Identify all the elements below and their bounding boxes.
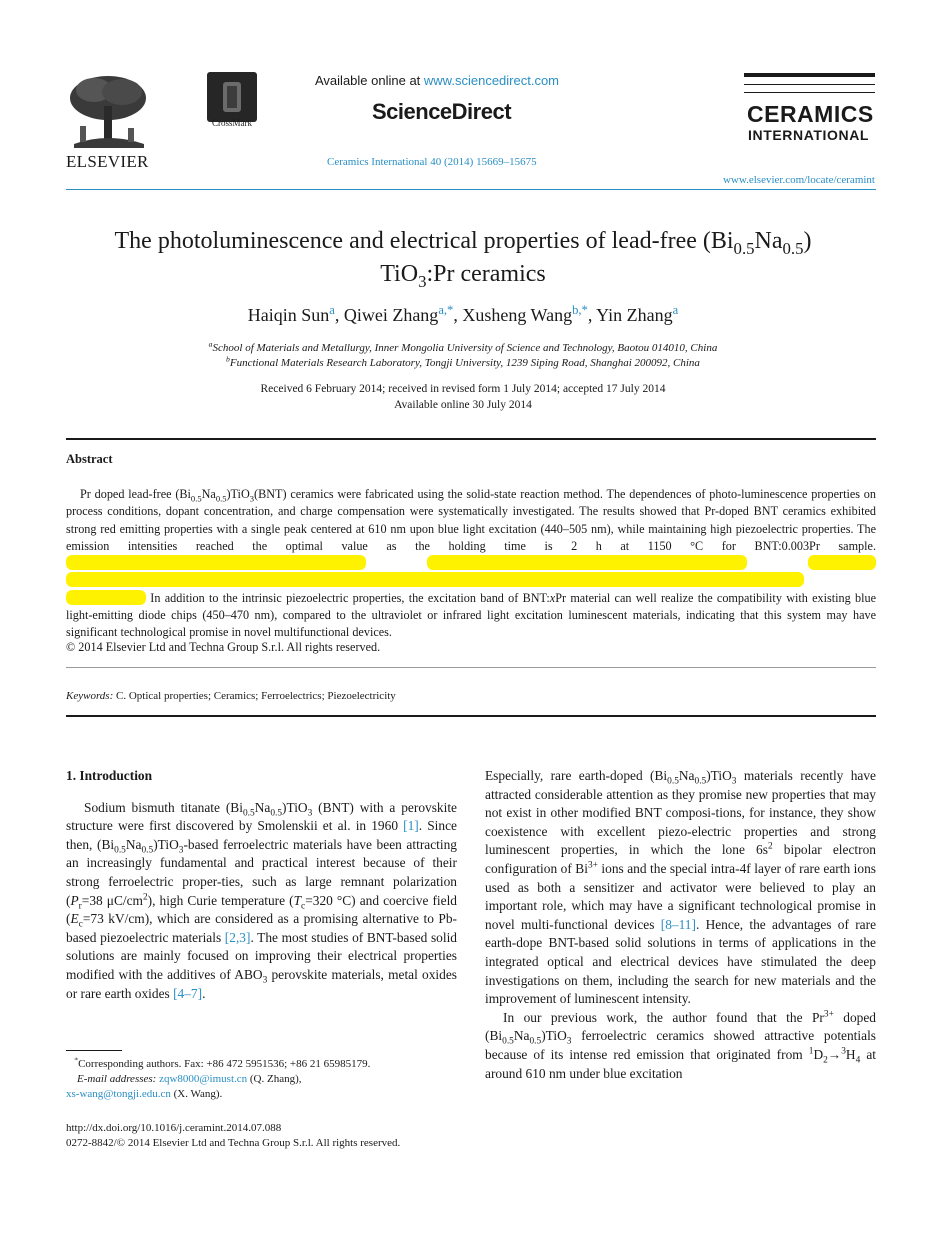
body-text: (BNT) with a perovskite structure were first discovered by Smolenskii et al. in 1960 bbox=[66, 799, 457, 834]
body-text: bipolar electron configuration of Bi bbox=[485, 842, 876, 876]
subscript: 0.5 bbox=[190, 493, 202, 504]
title-subscript: 0.5 bbox=[733, 238, 755, 258]
available-online-date: Available online 30 July 2014 bbox=[394, 399, 532, 411]
email-link[interactable]: xs-wang@tongji.edu.cn bbox=[66, 1088, 171, 1100]
redacted-highlight bbox=[66, 590, 146, 605]
crossmark-label: CrossMark bbox=[212, 118, 252, 128]
title-text: TiO bbox=[380, 261, 419, 287]
body-text: . Hence, the advantages of rare earth-dope BNT-based solid solutions in terms of applications in the integrated optical and electrical devices have stimulated the deep investigations on them, including the search for new materials and the improvement of luminescent intensity. bbox=[485, 916, 877, 1007]
subscript: 4 bbox=[855, 1055, 861, 1066]
citation-link[interactable]: [1] bbox=[403, 818, 419, 834]
superscript: 3 bbox=[841, 1046, 846, 1057]
publisher-logo-text: ELSEVIER bbox=[66, 152, 149, 171]
subscript: 3 bbox=[249, 493, 255, 504]
body-text: -based ferroelectric materials have been attracting an increasingly fundamental and practical interest because of their strong ferroelectric proper-ties, such as large remnant polarization ( bbox=[66, 836, 457, 908]
affiliation-b: Functional Materials Research Laboratory, Tongji University, 1239 Siping Road, Shanghai 200092, China bbox=[229, 357, 700, 369]
affiliation-mark: a bbox=[208, 339, 213, 349]
journal-logo-rule bbox=[744, 92, 875, 93]
body-text: )TiO bbox=[541, 1028, 567, 1044]
journal-reference-link[interactable]: Ceramics International 40 (2014) 15669–15675 bbox=[327, 156, 537, 168]
subscript: r bbox=[78, 901, 82, 912]
abstract-paragraph bbox=[66, 486, 876, 642]
body-text: Especially, rare earth-doped (Bi bbox=[485, 768, 668, 783]
abstract-divider bbox=[66, 667, 876, 668]
subscript: 0.5 bbox=[694, 776, 707, 787]
subscript: c bbox=[301, 901, 306, 912]
title-text: :Pr ceramics bbox=[426, 261, 546, 287]
body-text: )TiO bbox=[282, 799, 308, 815]
body-text: . Since then, (Bi bbox=[66, 818, 457, 852]
title-text: The photoluminescence and electrical properties of lead-free (Bi bbox=[114, 228, 734, 254]
subscript: 0.5 bbox=[114, 845, 126, 856]
journal-logo-rule bbox=[744, 73, 875, 77]
footnote-text: (Q. Zhang), bbox=[247, 1073, 302, 1085]
body-text: In our previous work, the author found that the Pr bbox=[503, 1009, 824, 1025]
subscript: 3 bbox=[178, 845, 184, 856]
author-list: Haiqin Sun$^a$, Qiwei Zhang$^{a,*}$, Xusheng Wang$^{b,*}$, Yin Zhang$^a$ bbox=[247, 303, 679, 325]
issn-copyright: 0272-8842/© 2014 Elsevier Ltd and Techna Group S.r.l. All rights reserved. bbox=[66, 1137, 401, 1149]
subscript: 0.5 bbox=[215, 493, 227, 504]
journal-logo-line2: INTERNATIONAL bbox=[748, 127, 870, 143]
citation-link[interactable]: [2,3] bbox=[224, 929, 251, 945]
keywords-label: Keywords: bbox=[66, 690, 114, 702]
sciencedirect-link[interactable]: www.sciencedirect.com bbox=[423, 73, 560, 88]
body-text: Na bbox=[254, 799, 271, 815]
available-online-line bbox=[315, 73, 559, 88]
abstract-text: In addition to the intrinsic piezoelectric properties, the excitation band of BNT: bbox=[146, 590, 550, 605]
title-divider bbox=[66, 438, 876, 440]
column-right bbox=[485, 767, 876, 1083]
title-subscript: 0.5 bbox=[782, 238, 804, 258]
affiliation-mark: b bbox=[226, 354, 230, 364]
superscript: 2 bbox=[767, 841, 773, 852]
subscript: 3 bbox=[262, 975, 268, 986]
subscript: 3 bbox=[307, 808, 313, 819]
body-text: H bbox=[845, 1046, 856, 1062]
journal-logo-rule bbox=[744, 84, 875, 85]
section-heading: 1. Introduction bbox=[66, 768, 153, 783]
subscript: 3 bbox=[731, 776, 737, 787]
received-dates: Received 6 February 2014; received in revised form 1 July 2014; accepted 17 July 2014 bbox=[260, 383, 666, 395]
subscript: 0.5 bbox=[502, 1036, 514, 1047]
affiliations bbox=[60, 341, 866, 371]
body-text: =320 °C) and coercive field ( bbox=[66, 892, 457, 927]
body-text: =73 kV/cm), which are considered as a promising alternative to Pb-based piezoelectric materials bbox=[66, 911, 457, 945]
superscript: 1 bbox=[808, 1046, 814, 1057]
article-history bbox=[60, 381, 866, 413]
body-text: ), high Curie temperature ( bbox=[147, 892, 294, 908]
body-text: materials recently have attracted considerable attention as they promise new properties that may not exist in other modified BNT composi-tions, for instance, they show coexistence with excellent piezo-electric properties and strong luminescent properties, in which the lone 6s bbox=[485, 768, 876, 858]
body-text: =38 μC/cm bbox=[81, 892, 143, 908]
abstract-heading: Abstract bbox=[66, 452, 113, 466]
title-text: ) bbox=[803, 228, 812, 254]
crossmark-icon[interactable] bbox=[207, 72, 257, 122]
subscript: 2 bbox=[823, 1055, 828, 1066]
superscript: 2 bbox=[142, 892, 148, 903]
footnote-mark: * bbox=[74, 1055, 79, 1065]
symbol: E bbox=[70, 911, 79, 927]
email-link[interactable]: zqw8000@imust.cn bbox=[159, 1073, 248, 1085]
subscript: 0.5 bbox=[141, 845, 154, 856]
author-name[interactable]: Haiqin Sun bbox=[247, 305, 330, 325]
body-text: . bbox=[202, 985, 206, 1001]
author-name[interactable]: Xusheng Wang bbox=[462, 305, 573, 325]
footnote-text: (X. Wang). bbox=[170, 1088, 223, 1100]
available-online-prefix: Available online at bbox=[315, 73, 424, 88]
column-left bbox=[66, 767, 457, 1003]
symbol: T bbox=[293, 892, 302, 908]
footnote-divider bbox=[66, 1050, 122, 1051]
journal-logo-line1: CERAMICS bbox=[747, 101, 874, 127]
title-subscript: 3 bbox=[418, 271, 427, 291]
keywords bbox=[66, 690, 396, 702]
affiliation-a: School of Materials and Metallurgy, Inner Mongolia University of Science and Technology, Baotou 014010, China bbox=[212, 342, 718, 354]
body-text: )TiO bbox=[706, 768, 732, 783]
author-name[interactable]: Qiwei Zhang bbox=[343, 305, 439, 325]
author-name[interactable]: Yin Zhang bbox=[596, 305, 673, 325]
body-text: Na bbox=[513, 1028, 530, 1044]
redacted-highlight bbox=[66, 572, 804, 587]
redacted-highlight bbox=[808, 555, 876, 570]
body-text: Sodium bismuth titanate (Bi bbox=[84, 799, 243, 815]
author-affiliation-mark[interactable]: a bbox=[672, 303, 679, 317]
body-text: perovskite materials, metal oxides or rare earth oxides bbox=[66, 966, 457, 1001]
sciencedirect-brand: ScienceDirect bbox=[372, 99, 512, 124]
citation-link[interactable]: [8–11] bbox=[660, 916, 696, 932]
keywords-list: C. Optical properties; Ceramics; Ferroelectrics; Piezoelectricity bbox=[113, 690, 396, 702]
page-footer bbox=[66, 1121, 486, 1151]
abstract-text: x bbox=[549, 590, 556, 605]
body-text: Na bbox=[678, 768, 695, 783]
intro-paragraph bbox=[485, 1009, 876, 1083]
abstract-text: Pr doped lead-free (Bi bbox=[80, 487, 191, 501]
abstract-text: (BNT) ceramics were fabricated using the solid-state reaction method. The dependences of photo-luminescence properties on process conditions, dopant concentration, and charge compensation were systematically investigated. The results showed that Pr-doped BNT ceramics exhibited strong red emitting properties with a single peak centered at 610 nm upon blue light excitation (440–505 nm), while maintaining high piezoelectric properties. The emission intensities reached the optimal value as the holding time is 2 h at 1150 °C for BNT:0.003Pr sample. bbox=[66, 487, 876, 553]
doi-text[interactable]: http://dx.doi.org/10.1016/j.ceramint.2014.07.088 bbox=[66, 1122, 282, 1134]
subscript: c bbox=[78, 919, 83, 930]
body-text: → bbox=[827, 1046, 842, 1062]
footnote-text: Corresponding authors. Fax: +86 472 5951536; +86 21 65985179. bbox=[78, 1058, 371, 1070]
article-title bbox=[60, 225, 866, 291]
subscript: 0.5 bbox=[529, 1036, 542, 1047]
body-text: ions and the special intra-4f layer of rare earth ions used as both a sensitizer and activator were believed to play an important role, which may have a significant technological promise in novel multi-functional devices bbox=[485, 860, 876, 932]
citation-link[interactable]: [4–7] bbox=[173, 985, 203, 1001]
subscript: 0.5 bbox=[270, 808, 283, 819]
body-text: Na bbox=[125, 836, 142, 852]
body-text: doped (Bi bbox=[485, 1009, 876, 1044]
author-affiliation-mark[interactable]: a,* bbox=[438, 303, 454, 317]
subscript: 3 bbox=[566, 1036, 572, 1047]
subscript: 0.5 bbox=[667, 776, 679, 787]
subscript: 0.5 bbox=[242, 808, 255, 819]
superscript: 3+ bbox=[587, 860, 598, 871]
header-divider bbox=[66, 189, 876, 190]
abstract-text: )TiO bbox=[226, 487, 250, 501]
abstract-copyright: © 2014 Elsevier Ltd and Techna Group S.r.l. All rights reserved. bbox=[66, 640, 381, 654]
intro-paragraph bbox=[485, 767, 876, 1009]
keywords-divider bbox=[66, 715, 876, 717]
abstract-text: Pr material can well realize the compatibility with existing blue light-emitting diode chips (450–470 nm), compared to the ultraviolet or infrared light excitation luminescent materials, indicating that this system may have significant technological promise in novel multifunctional devices. bbox=[66, 590, 877, 640]
abstract-text: Na bbox=[201, 487, 216, 501]
corresponding-author-footnote bbox=[66, 1057, 466, 1102]
body-text: at around 610 nm under blue excitation bbox=[485, 1046, 876, 1081]
redacted-highlight bbox=[66, 555, 366, 570]
author-affiliation-mark[interactable]: a bbox=[329, 303, 335, 317]
superscript: 3+ bbox=[823, 1009, 834, 1020]
author-affiliation-mark[interactable]: b,* bbox=[572, 303, 588, 317]
journal-homepage-link[interactable]: www.elsevier.com/locate/ceramint bbox=[722, 174, 875, 186]
body-text: ferroelectric ceramics showed attractive potentials because of its intense red emission that originated from bbox=[485, 1028, 876, 1062]
crossmark-glyph-icon bbox=[207, 72, 257, 122]
body-text: D bbox=[813, 1046, 824, 1062]
email-label: E-mail addresses: bbox=[77, 1073, 157, 1085]
title-text: Na bbox=[754, 228, 783, 254]
body-text: )TiO bbox=[153, 836, 179, 852]
abstract-body bbox=[66, 486, 876, 642]
intro-paragraph bbox=[66, 799, 457, 1004]
symbol: P bbox=[70, 892, 79, 908]
redacted-highlight bbox=[427, 555, 747, 570]
body-text: . The most studies of BNT-based solid solutions are mainly focused on improving their electrical properties modified with the additives of ABO bbox=[66, 929, 457, 982]
